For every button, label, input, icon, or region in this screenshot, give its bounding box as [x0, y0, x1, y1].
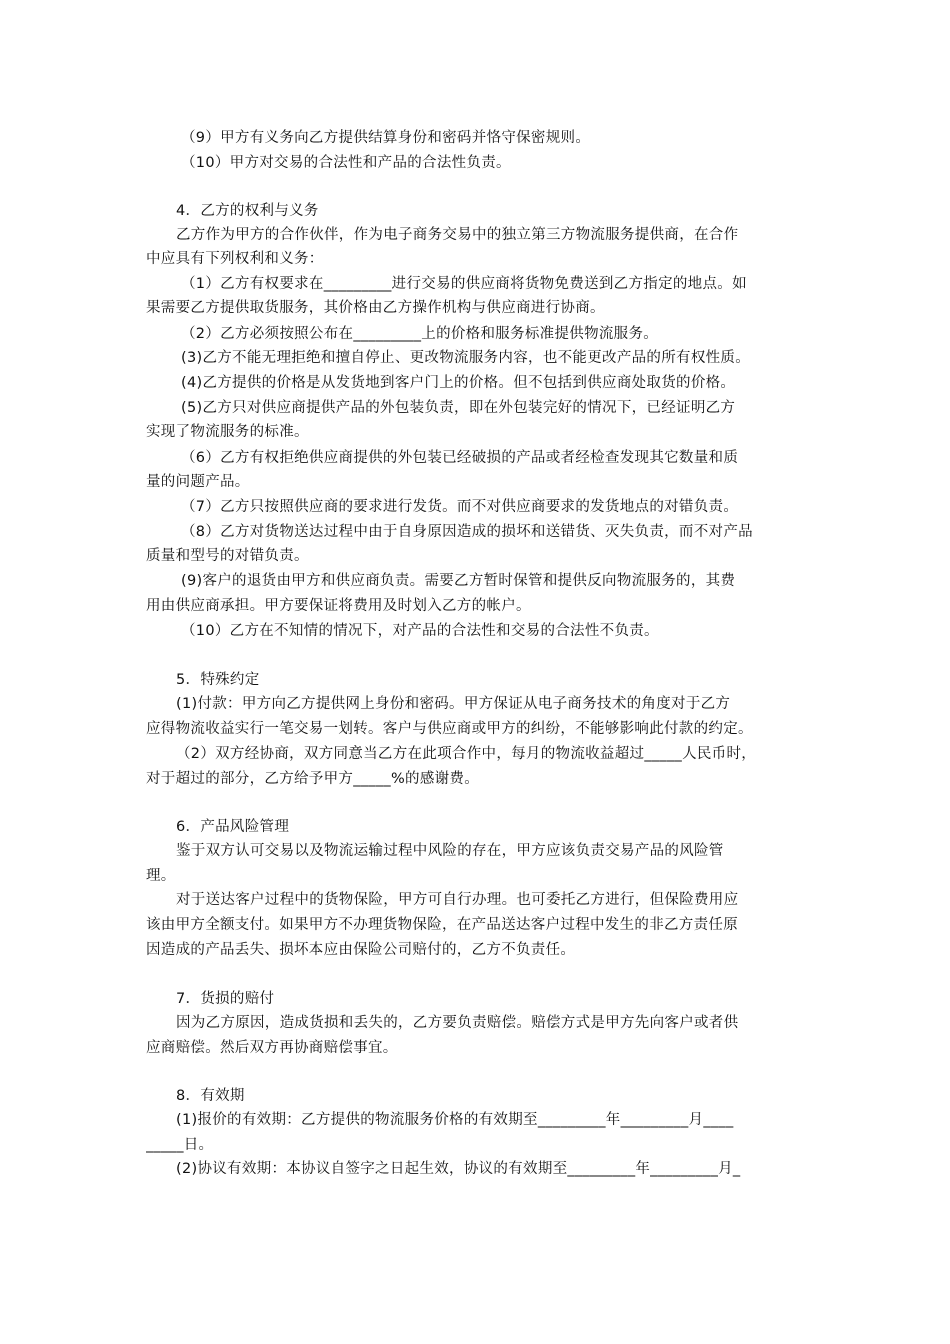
section-6-line: 该由甲方全额支付。如果甲方不办理货物保险，在产品送达客户过程中发生的非乙方责任原 [146, 917, 738, 933]
section-4-item-line: 果需要乙方提供取货服务，其价格由乙方操作机构与供应商进行协商。 [146, 300, 605, 316]
section-4-item-line: (9)客户的退货由甲方和供应商负责。需要乙方暂时保管和提供反向物流服务的，其费 [181, 573, 736, 589]
section-4-item-line: （1）乙方有权要求在_________进行交易的供应商将货物免费送到乙方指定的地点。如 [181, 276, 747, 292]
section-5-heading: 5．特殊约定 [176, 672, 260, 688]
section-4-item-line: 量的问题产品。 [146, 474, 250, 490]
section-4-item-line: （8）乙方对货物送达过程中由于自身原因造成的损坏和送错货、灭失负责，而不对产品 [181, 524, 753, 540]
section-8-heading: 8．有效期 [176, 1088, 245, 1104]
section-6-line: 对于送达客户过程中的货物保险，甲方可自行办理。也可委托乙方进行，但保险费用应 [176, 892, 739, 908]
party-a-item-9: （9）甲方有义务向乙方提供结算身份和密码并恪守保密规则。 [181, 130, 591, 146]
section-6-line: 鉴于双方认可交易以及物流运输过程中风险的存在，甲方应该负责交易产品的风险管 [176, 843, 724, 859]
section-8-line: _____日。 [146, 1137, 214, 1153]
section-4-item-line: 质量和型号的对错负责。 [146, 548, 309, 564]
section-4-intro-line: 乙方作为甲方的合作伙伴，作为电子商务交易中的独立第三方物流服务提供商，在合作 [176, 227, 739, 243]
section-4-item-line: 用由供应商承担。甲方要保证将费用及时划入乙方的帐户。 [146, 598, 531, 614]
section-7-line: 应商赔偿。然后双方再协商赔偿事宜。 [146, 1040, 398, 1056]
section-4-item-line: (3)乙方不能无理拒绝和擅自停止、更改物流服务内容，也不能更改产品的所有权性质。 [181, 350, 751, 366]
section-6-line: 因造成的产品丢失、损坏本应由保险公司赔付的，乙方不负责任。 [146, 942, 576, 958]
section-5-line: 应得物流收益实行一笔交易一划转。客户与供应商或甲方的纠纷，不能够影响此付款的约定。 [146, 721, 753, 737]
section-5-line: (1)付款：甲方向乙方提供网上身份和密码。甲方保证从电子商务技术的角度对于乙方 [176, 696, 731, 712]
section-7-line: 因为乙方原因，造成货损和丢失的，乙方要负责赔偿。赔偿方式是甲方先向客户或者供 [176, 1015, 739, 1031]
section-4-item-line: （6）乙方有权拒绝供应商提供的外包装已经破损的产品或者经检查发现其它数量和质 [181, 450, 739, 466]
section-8-line: (2)协议有效期：本协议自签字之日起生效，协议的有效期至_________年_________月_ [176, 1161, 741, 1177]
section-6-heading: 6．产品风险管理 [176, 819, 290, 835]
section-4-item-line: 实现了物流服务的标准。 [146, 424, 309, 440]
section-4-item-line: （10）乙方在不知情的情况下，对产品的合法性和交易的合法性不负责。 [181, 623, 659, 639]
section-5-line: （2）双方经协商，双方同意当乙方在此项合作中，每月的物流收益超过_____人民币时， [176, 746, 757, 762]
party-a-item-10: （10）甲方对交易的合法性和产品的合法性负责。 [181, 155, 511, 171]
section-6-line: 理。 [146, 868, 176, 884]
section-4-intro-line: 中应具有下列权利和义务： [146, 251, 324, 267]
section-5-line: 对于超过的部分，乙方给予甲方_____%的感谢费。 [146, 771, 480, 787]
section-8-line: (1)报价的有效期：乙方提供的物流服务价格的有效期至_________年_________月____ [176, 1112, 734, 1128]
section-4-item-line: (5)乙方只对供应商提供产品的外包装负责，即在外包装完好的情况下，已经证明乙方 [181, 400, 736, 416]
section-4-heading: 4．乙方的权利与义务 [176, 203, 319, 219]
section-7-heading: 7．货损的赔付 [176, 991, 275, 1007]
section-4-item-line: (4)乙方提供的价格是从发货地到客户门上的价格。但不包括到供应商处取货的价格。 [181, 375, 736, 391]
section-4-item-line: （2）乙方必须按照公布在_________上的价格和服务标准提供物流服务。 [181, 326, 659, 342]
section-4-item-line: （7）乙方只按照供应商的要求进行发货。而不对供应商要求的发货地点的对错负责。 [181, 499, 739, 515]
